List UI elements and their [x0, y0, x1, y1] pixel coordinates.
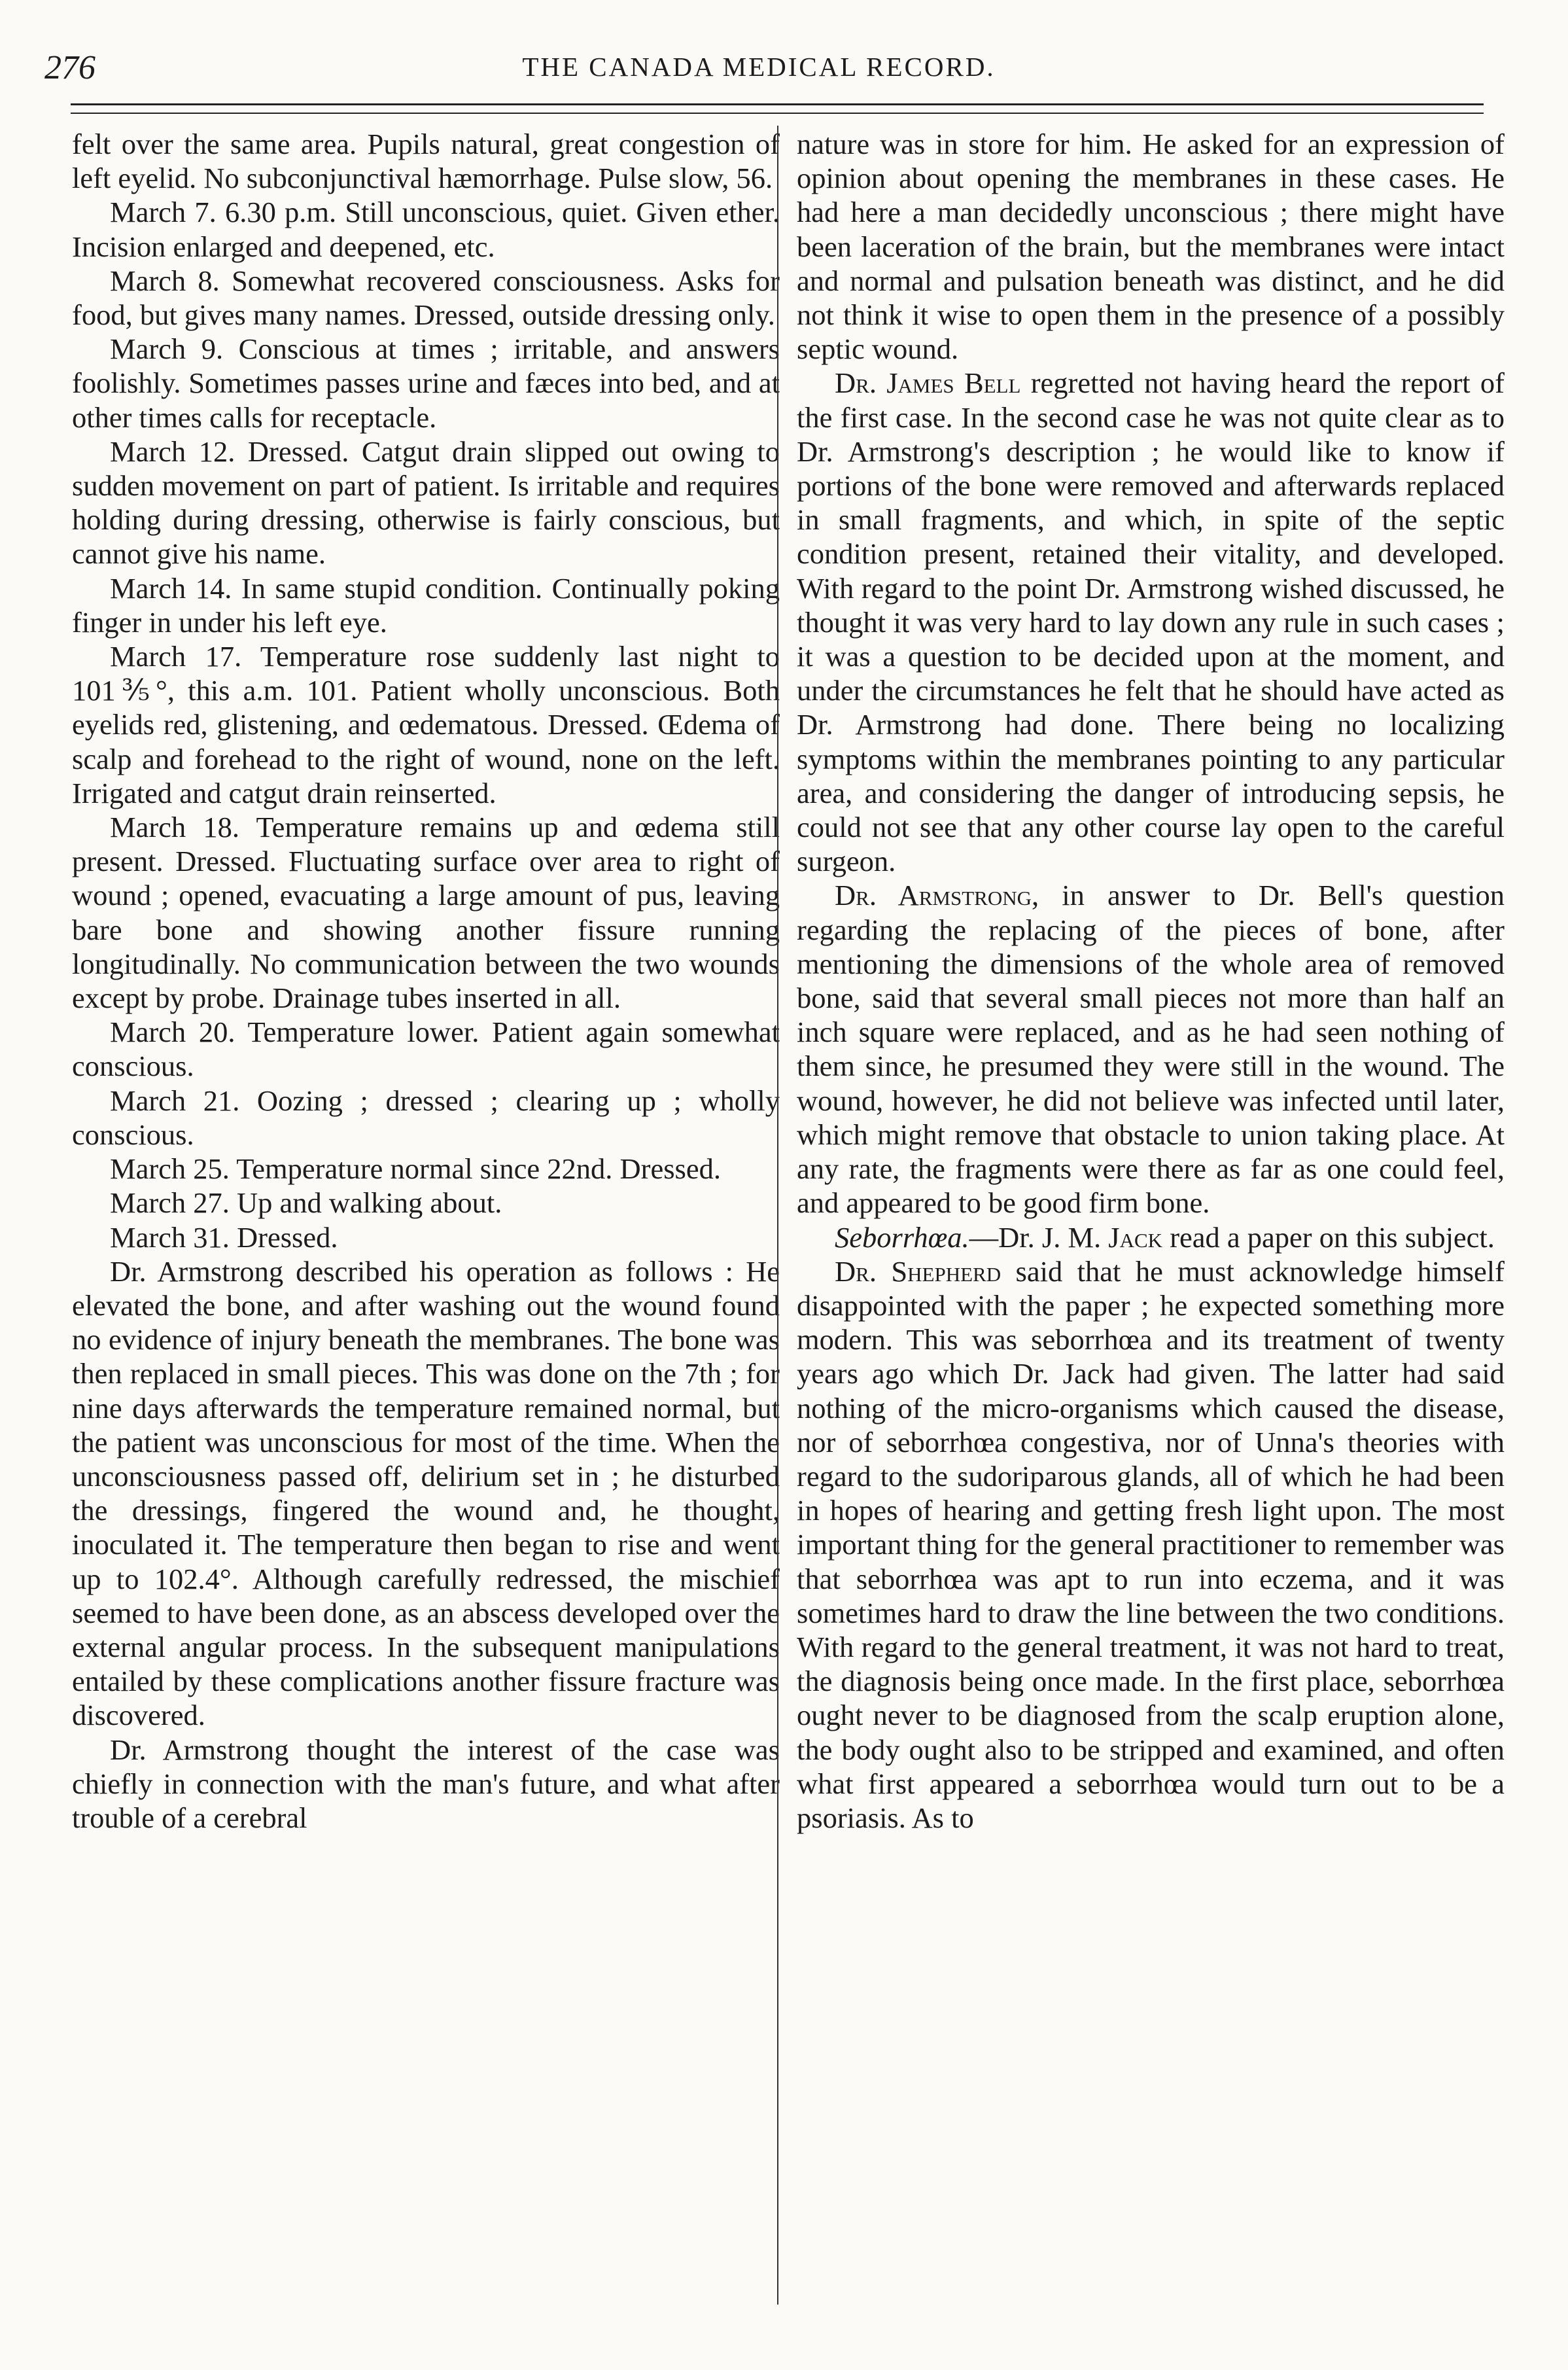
- paragraph: March 17. Temperature rose suddenly last night to 101⅗°, this a.m. 101. Patient wholly unconscious. Both eyelids red, glistening, and œdematous. Dressed. Œdema of scalp and forehead to the right of wound, none on the left. Irrigated and catgut drain reinserted.: [72, 640, 780, 809]
- paragraph: March 9. Conscious at times ; irritable, and answers foolishly. Sometimes passes urine and fæces into bed, and at other times calls for receptacle.: [72, 332, 780, 434]
- paragraph: Dr. Armstrong described his operation as follows : He elevated the bone, and after washing out the wound found no evidence of injury beneath the membranes. The bone was then replaced in small pieces. This was done on the 7th ; for nine days afterwards the temperature remained normal, but the patient was unconscious for most of the time. When the unconsciousness passed off, delirium set in ; he disturbed the dressings, fingered the wound and, he thought, inoculated it. The temperature then began to rise and went up to 102.4°. Although carefully redressed, the mischief seemed to have been done, as an abscess developed over the external angular process. In the subsequent manipulations entailed by these complications another fissure fracture was discovered.: [72, 1254, 780, 1732]
- header-rule: [71, 103, 1484, 105]
- column-divider: [777, 126, 778, 2305]
- paragraph: nature was in store for him. He asked for an expression of opinion about opening the membranes in these cases. He had here a man decidedly unconscious ; there might have been laceration of the brain, but the membranes were intact and normal and pulsation beneath was distinct, and he did not think it wise to open them in the presence of a possibly septic wound.: [797, 128, 1505, 366]
- paragraph: March 27. Up and walking about.: [110, 1186, 502, 1220]
- speaker-name: Dr. Shepherd: [835, 1254, 1002, 1288]
- paragraph: March 18. Temperature remains up and œdema still present. Dressed. Fluctuating surface over area to right of wound ; opened, evacuating a large amount of pus, leaving bare bone and showing another fissure running longitudinally. No communication between the two wounds except by probe. Drainage tubes inserted in all.: [72, 811, 780, 1015]
- paragraph: March 31. Dressed.: [110, 1220, 338, 1254]
- paragraph: Dr. Armstrong thought the interest of the case was chiefly in connection with the man's future, and what after trouble of a cerebral: [72, 1733, 780, 1834]
- running-head: THE CANADA MEDICAL RECORD.: [522, 52, 996, 82]
- paragraph-text: said that he must acknowledge himself disappointed with the paper ; he expected something more modern. This was seborrhœa and its treatment of twenty years ago which Dr. Jack had given. The latter had said nothing of the micro-organisms which caused the disease, nor of seborrhœa congestiva, nor of Unna's theories with regard to the sudoriparous glands, all of which he had been in hopes of hearing and getting fresh light upon. The most important thing for the general practitioner to remember was that seborrhœa was apt to run into eczema, and it was sometimes hard to draw the line between the two conditions. With regard to the general treatment, it was not hard to treat, the diagnosis being once made. In the first place, seborrhœa ought never to be diagnosed from the scalp eruption alone, the body ought also to be stripped and examined, and often what first appeared a seborrhœa would turn out to be a psoriasis. As to: [797, 1254, 1505, 1834]
- paragraph: [797, 1220, 1505, 1254]
- paragraph-text: in answer to Dr. Bell's question regarding the replacing of the pieces of bone, after mentioning the dimensions of the whole area of removed bone, said that several small pieces not more than half an inch square were replaced, and as he had seen nothing of them since, he presumed they were still in the wound. The wound, however, he did not believe was infected until later, which might remove that obstacle to union taking place. At any rate, the fragments were there as far as one could feel, and appeared to be good firm bone.: [797, 879, 1505, 1220]
- paragraph-text: regretted not having heard the report of the first case. In the second case he was not quite clear as to Dr. Armstrong's description ; he would like to know if portions of the bone were removed and afterwards replaced in small fragments, and which, in spite of the septic condition present, retained their vitality, and developed. With regard to the point Dr. Armstrong wished discussed, he thought it was very hard to lay down any rule in such cases ; it was a question to be decided upon at the moment, and under the circumstances he felt that he should have acted as Dr. Armstrong had done. There being no localizing symptoms within the membranes pointing to any particular area, and considering the danger of introducing sepsis, he could not see that any other course lay open to the careful surgeon.: [797, 366, 1505, 878]
- section-title: Seborrhœa.: [835, 1220, 969, 1254]
- left-column: [72, 127, 780, 1835]
- paragraph: March 21. Oozing ; dressed ; clearing up ; wholly conscious.: [72, 1084, 780, 1151]
- paragraph-text: read a paper on this subject.: [1162, 1220, 1495, 1254]
- paragraph: felt over the same area. Pupils natural, great congestion of left eyelid. No subconjunctival hæmorrhage. Pulse slow, 56.: [72, 128, 780, 195]
- speaker-name: Dr. James Bell: [835, 366, 1021, 400]
- page-header: [39, 48, 1478, 94]
- paragraph: [797, 878, 1505, 1220]
- paragraph: March 14. In same stupid condition. Continually poking finger in under his left eye.: [72, 571, 780, 639]
- paragraph: March 12. Dressed. Catgut drain slipped out owing to sudden movement on part of patient. Is irritable and requires holding during dressing, otherwise is fairly conscious, but cannot give his name.: [72, 434, 780, 571]
- page-number: 276: [44, 49, 96, 86]
- speaker-name: Dr. Armstrong,: [835, 879, 1039, 912]
- paragraph: March 25. Temperature normal since 22nd. Dressed.: [110, 1152, 721, 1186]
- paragraph: [797, 1254, 1505, 1835]
- right-column: [797, 127, 1505, 1835]
- paragraph: March 20. Temperature lower. Patient again somewhat conscious.: [72, 1016, 780, 1083]
- paragraph: March 7. 6.30 p.m. Still unconscious, quiet. Given ether. Incision enlarged and deepened, etc.: [72, 196, 780, 263]
- paragraph-text: —Dr. J. M.: [969, 1220, 1109, 1254]
- paragraph: [797, 366, 1505, 878]
- speaker-name: Jack: [1108, 1220, 1163, 1254]
- header-rule-thin: [71, 113, 1484, 114]
- paragraph: March 8. Somewhat recovered consciousness. Asks for food, but gives many names. Dressed, outside dressing only.: [72, 264, 780, 332]
